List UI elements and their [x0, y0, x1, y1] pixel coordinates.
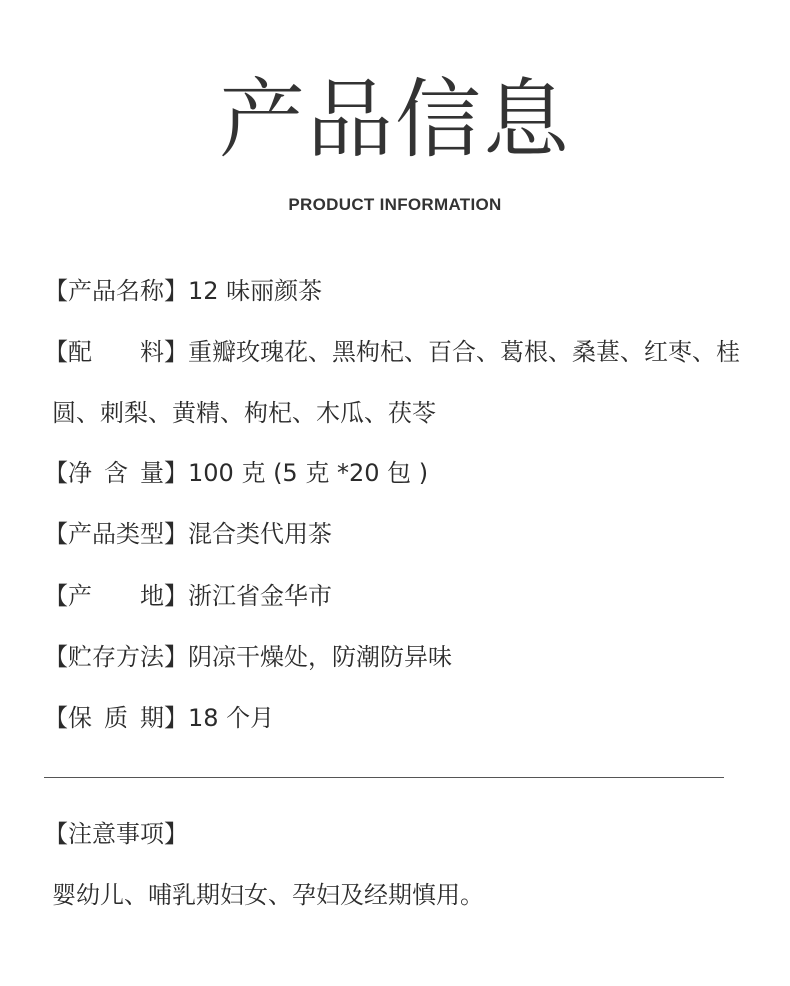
storage-label: 【贮存方法】 [44, 643, 188, 671]
net-value: 100 克 (5 克 *20 包 ) [188, 459, 429, 487]
origin-value: 浙江省金华市 [188, 582, 332, 610]
shelf-label-1: 【保 [44, 704, 92, 732]
info-row-type [44, 518, 332, 550]
name-value: 12 味丽颜茶 [188, 277, 323, 305]
notice-row [52, 879, 484, 911]
net-label-2: 含 [104, 459, 128, 487]
net-label-3: 量】 [140, 459, 188, 487]
shelf-label-3: 期】 [140, 704, 188, 732]
section-divider [44, 777, 724, 778]
info-row-ingredients-cont [52, 397, 436, 429]
origin-label-open: 【产 [44, 582, 92, 610]
shelf-label-2: 质 [104, 704, 128, 732]
type-label: 【产品类型】 [44, 520, 188, 548]
page-title: 产品信息 [219, 70, 571, 170]
type-value: 混合类代用茶 [188, 520, 332, 548]
info-row-ingredients [44, 336, 740, 368]
shelf-value: 18 个月 [188, 704, 275, 732]
page-subtitle: PRODUCT INFORMATION [288, 195, 502, 214]
ingredients-label-close: 料】 [140, 338, 188, 366]
ingredients-label-open: 【配 [44, 338, 92, 366]
info-row-net-content [44, 457, 428, 489]
ingredients-value-line2: 圆、刺梨、黄精、枸杞、木瓜、茯苓 [52, 399, 436, 427]
net-label-1: 【净 [44, 459, 92, 487]
storage-value: 阴凉干燥处，防潮防异味 [188, 643, 452, 671]
name-label: 【产品名称】 [44, 277, 188, 305]
notice-text: 婴幼儿、哺乳期妇女、孕妇及经期慎用。 [52, 881, 484, 909]
info-row-origin [44, 580, 332, 612]
notice-heading [44, 818, 188, 850]
info-row-storage [44, 641, 452, 673]
info-row-name [44, 275, 322, 307]
ingredients-value-line1: 重瓣玫瑰花、黑枸杞、百合、葛根、桑葚、红枣、桂 [188, 338, 740, 366]
origin-label-close: 地】 [140, 582, 188, 610]
notice-label: 【注意事项】 [44, 820, 188, 848]
info-row-shelf-life [44, 702, 274, 734]
